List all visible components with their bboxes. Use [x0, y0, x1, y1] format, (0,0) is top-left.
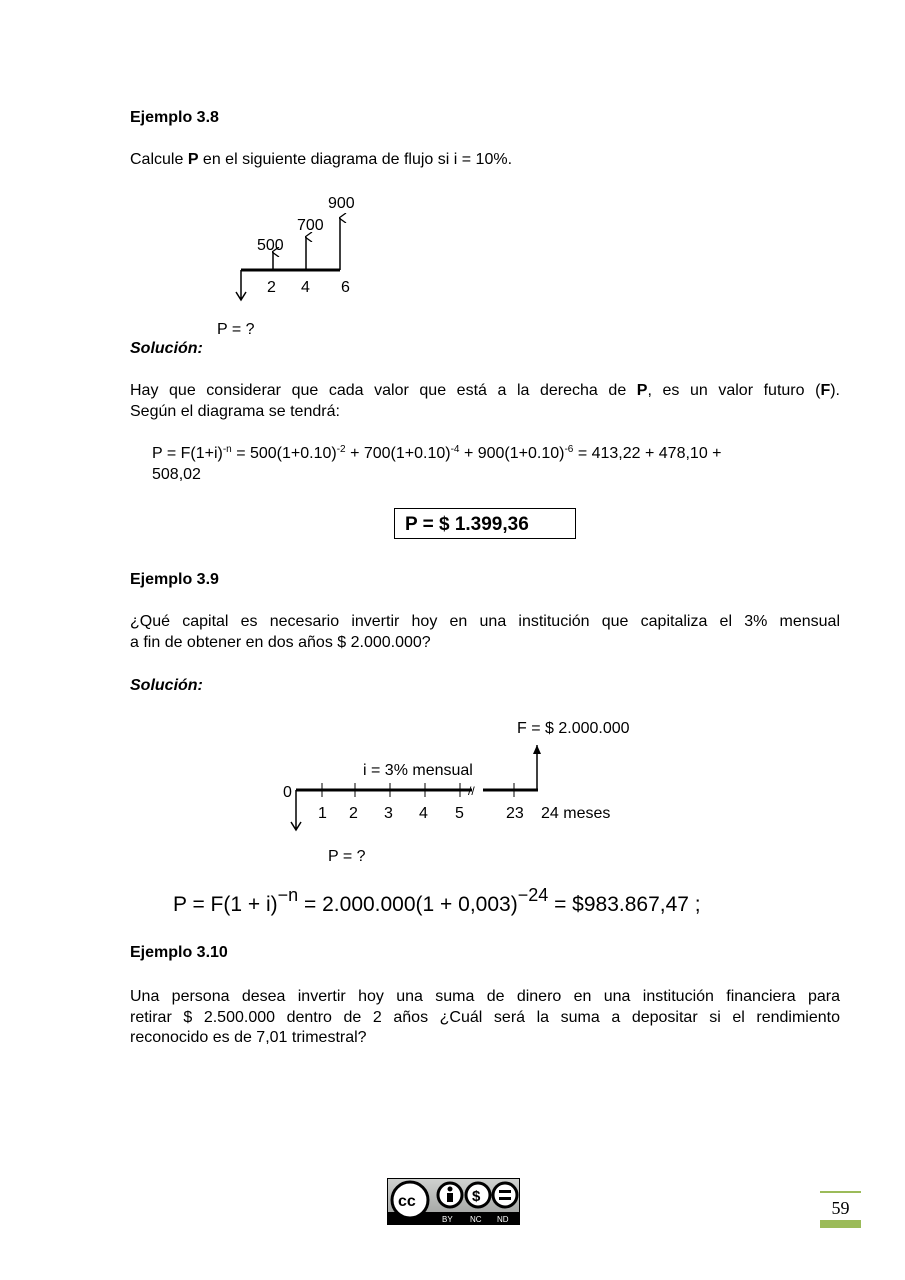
present-value-arrow [291, 790, 301, 830]
example-3-9-question [130, 612, 840, 653]
page-number-block [820, 1191, 861, 1228]
svg-text:ND: ND [497, 1215, 509, 1224]
solution-label: Solución: [130, 677, 203, 694]
paragraph-line: Una persona desea invertir hoy una suma de dinero en una institución financiera para [130, 988, 840, 1005]
example-3-9-formula: $P = F(1 + i)^{-n} = 2.000.000(1 + 0,003)^{-24}$ = $983.867,47 ; [173, 885, 701, 916]
prompt-bold: P [187, 151, 199, 168]
period-label: 4 [301, 279, 310, 296]
page-number: 59 [831, 1198, 850, 1218]
paragraph-line: ¿Qué capital es necesario invertir hoy en una institución que capitaliza el 3% mensual [130, 613, 840, 630]
p-label: P = ? [328, 848, 366, 865]
rate-label: i = 3% mensual [363, 762, 473, 779]
diagram-example-3-8 [217, 195, 355, 338]
period-label: 6 [341, 279, 350, 296]
example-3-10-title: Ejemplo 3.10 [130, 944, 228, 961]
result-box: P = $ 1.399,36 [394, 508, 576, 539]
formula-line-2: 508,02 [152, 466, 201, 483]
example-3-10-text [130, 987, 840, 1049]
paragraph-line: Hay que considerar que cada valor que está a la derecha de P, es un valor futuro (F). [130, 382, 840, 399]
f-label: F = $ 2.000.000 [517, 720, 630, 737]
svg-text:BY: BY [442, 1215, 453, 1224]
svg-text:$: $ [472, 1188, 481, 1205]
period-label: 4 [419, 805, 428, 822]
paragraph-line: reconocido es de 7,01 trimestral? [130, 1029, 367, 1046]
value-label: 500 [257, 237, 284, 254]
paragraph-line: retirar $ 2.500.000 dentro de 2 años ¿Cuál será la suma a depositar si el rendimiento [130, 1008, 840, 1026]
example-3-8-title: Ejemplo 3.8 [130, 109, 219, 126]
period-label: 3 [384, 805, 393, 822]
break-mark: // [468, 784, 475, 798]
prompt-text: Calcule [130, 151, 188, 168]
prompt-text-end: en el siguiente diagrama de flujo si i = 10%. [198, 151, 513, 168]
nd-icon [493, 1183, 517, 1207]
period-label-last: 24 meses [541, 805, 611, 822]
svg-text:cc: cc [398, 1193, 416, 1210]
cash-outflow-arrow [236, 270, 246, 300]
period-label: 5 [455, 805, 464, 822]
period-label: 2 [267, 279, 276, 296]
svg-text:NC: NC [470, 1215, 482, 1224]
period-label: 2 [349, 805, 358, 822]
period-label: 23 [506, 805, 524, 822]
period-label: 1 [318, 805, 327, 822]
paragraph-line: a fin de obtener en dos años $ 2.000.000? [130, 633, 431, 651]
paragraph-line: Según el diagrama se tendrá: [130, 402, 340, 420]
accent-bar-bottom [820, 1220, 861, 1228]
solution-label: Solución: [130, 340, 203, 357]
example-3-9-title: Ejemplo 3.9 [130, 571, 219, 588]
period-zero: 0 [283, 784, 292, 801]
diagram-example-3-9 [283, 720, 630, 865]
formula-line-1: $P = F(1+i)^{-n} = 500(1+0.10)^{-2} + 700(1+0.10)^{-4} + 900(1+0.10)^{-6} = 413,22 + 478,10$ + [152, 444, 722, 462]
p-label: P = ? [217, 321, 255, 338]
creative-commons-license-logo [387, 1178, 520, 1225]
value-label: 900 [328, 195, 355, 212]
value-label: 700 [297, 217, 324, 234]
explanation-paragraph [130, 381, 840, 422]
